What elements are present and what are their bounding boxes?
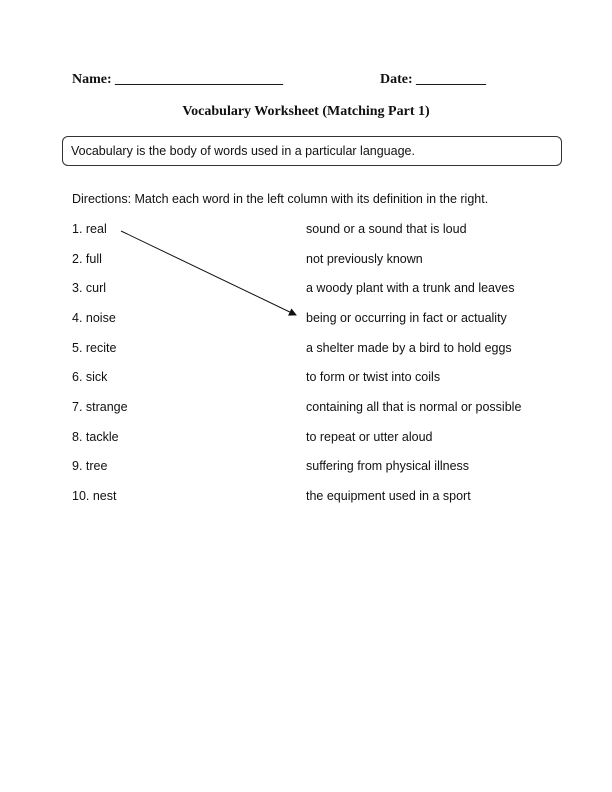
- example-arrow-line: [121, 231, 296, 315]
- definition-item: a shelter made by a bird to hold eggs: [306, 341, 512, 355]
- definition-item: suffering from physical illness: [306, 459, 470, 473]
- word-item: 8. tackle: [72, 430, 119, 444]
- definition-item: being or occurring in fact or actuality: [306, 311, 507, 325]
- definition-item: not previously known: [306, 252, 423, 266]
- word-item: 10. nest: [72, 489, 117, 503]
- word-item: 7. strange: [72, 400, 128, 414]
- word-item: 3. curl: [72, 281, 107, 295]
- worksheet-title: Vocabulary Worksheet (Matching Part 1): [182, 104, 430, 119]
- word-item: 4. noise: [72, 311, 116, 325]
- definition-text: Vocabulary is the body of words used in a particular language.: [71, 144, 415, 158]
- word-item: 1. real: [72, 222, 107, 236]
- definition-item: containing all that is normal or possible: [306, 400, 522, 414]
- word-item: 6. sick: [72, 370, 108, 384]
- date-label: Date:: [380, 72, 413, 87]
- date-field[interactable]: __________: [416, 72, 486, 87]
- word-item: 5. recite: [72, 341, 117, 355]
- definition-item: the equipment used in a sport: [306, 489, 471, 503]
- word-item: 9. tree: [72, 459, 108, 473]
- directions-text: Directions: Match each word in the left column with its definition in the right.: [72, 192, 489, 206]
- definition-box: [62, 136, 562, 166]
- name-label: Name:: [72, 72, 112, 87]
- definition-item: to repeat or utter aloud: [306, 430, 433, 444]
- definition-item: a woody plant with a trunk and leaves: [306, 281, 515, 295]
- definition-item: to form or twist into coils: [306, 370, 441, 384]
- word-item: 2. full: [72, 252, 102, 266]
- definition-item: sound or a sound that is loud: [306, 222, 467, 236]
- name-field[interactable]: ________________________: [115, 72, 283, 87]
